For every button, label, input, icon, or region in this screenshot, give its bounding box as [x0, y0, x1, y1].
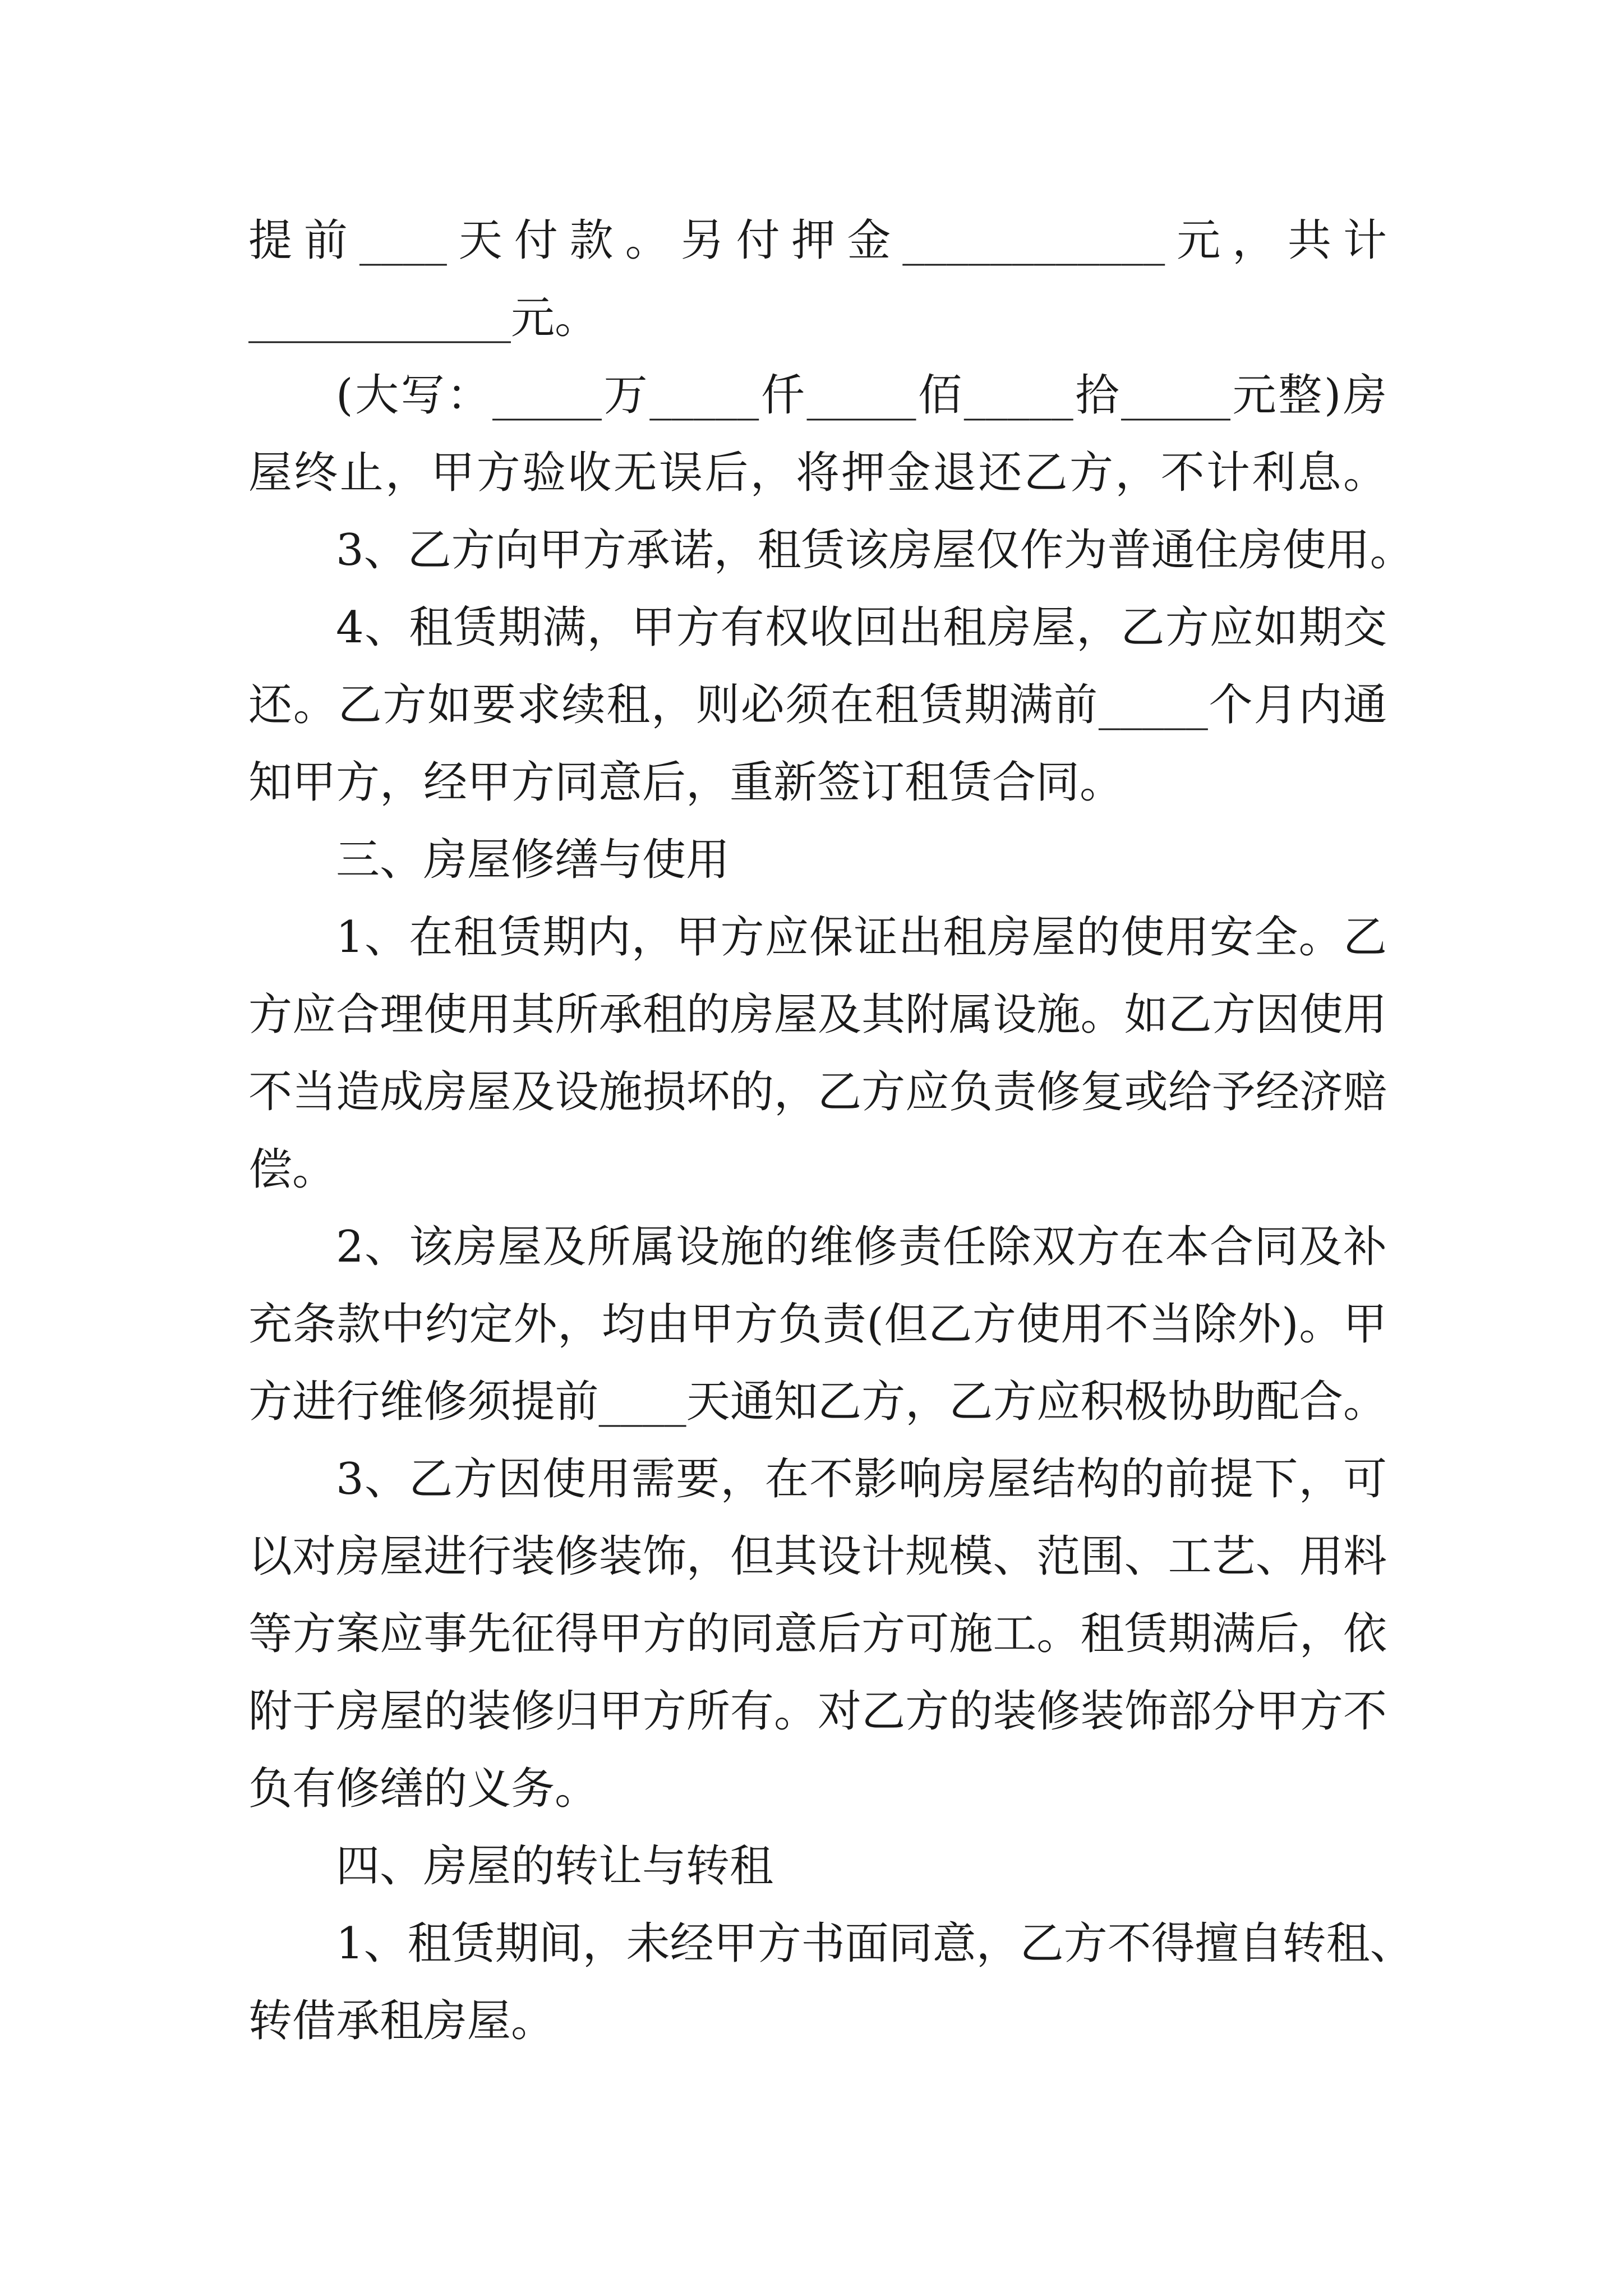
text-line: 4、租赁期满，甲方有权收回出租房屋，乙方应如期交: [336, 602, 1387, 653]
text-line: 偿。: [248, 1144, 336, 1195]
text-line: 2、该房屋及所属设施的维修责任除双方在本合同及补: [336, 1222, 1387, 1272]
text-line: 负有修缮的义务。: [248, 1764, 599, 1814]
text-line: 屋终止，甲方验收无误后，将押金退还乙方，不计利息。: [248, 448, 1387, 498]
text-line: 提前____天付款。另付押金____________元，共计: [248, 215, 1387, 266]
text-line: 3、乙方因使用需要，在不影响房屋结构的前提下，可: [336, 1454, 1387, 1504]
section-heading: 四、房屋的转让与转租: [336, 1841, 774, 1892]
text-line: 3、乙方向甲方承诺，租赁该房屋仅作为普通住房使用。: [336, 525, 1414, 576]
text-line: 不当造成房屋及设施损坏的，乙方应负责修复或给予经济赔: [248, 1067, 1387, 1117]
text-line: 1、在租赁期内，甲方应保证出租房屋的使用安全。乙: [336, 912, 1387, 963]
text-line: 等方案应事先征得甲方的同意后方可施工。租赁期满后，依: [248, 1609, 1387, 1659]
text-line: 1、租赁期间，未经甲方书面同意，乙方不得擅自转租、: [336, 1918, 1414, 1969]
text-line: 方进行维修须提前____天通知乙方，乙方应积极协助配合。: [248, 1377, 1387, 1427]
text-line: 附于房屋的装修归甲方所有。对乙方的装修装饰部分甲方不: [248, 1686, 1387, 1737]
section-heading: 三、房屋修缮与使用: [336, 835, 730, 885]
text-line: 转借承租房屋。: [248, 1996, 555, 2046]
text-line: 以对房屋进行装修装饰，但其设计规模、范围、工艺、用料: [248, 1531, 1387, 1582]
document-page: [248, 202, 1414, 2060]
text-line: ____________元。: [248, 293, 599, 343]
text-line: 还。乙方如要求续租，则必须在租赁期满前_____个月内通: [248, 680, 1387, 730]
text-line: 充条款中约定外，均由甲方负责(但乙方使用不当除外)。甲: [248, 1299, 1387, 1350]
text-line: 方应合理使用其所承租的房屋及其附属设施。如乙方因使用: [248, 990, 1387, 1040]
text-line: (大写：_____万_____仟_____佰_____拾_____元整)房: [336, 370, 1387, 421]
text-line: 知甲方，经甲方同意后，重新签订租赁合同。: [248, 757, 1124, 808]
